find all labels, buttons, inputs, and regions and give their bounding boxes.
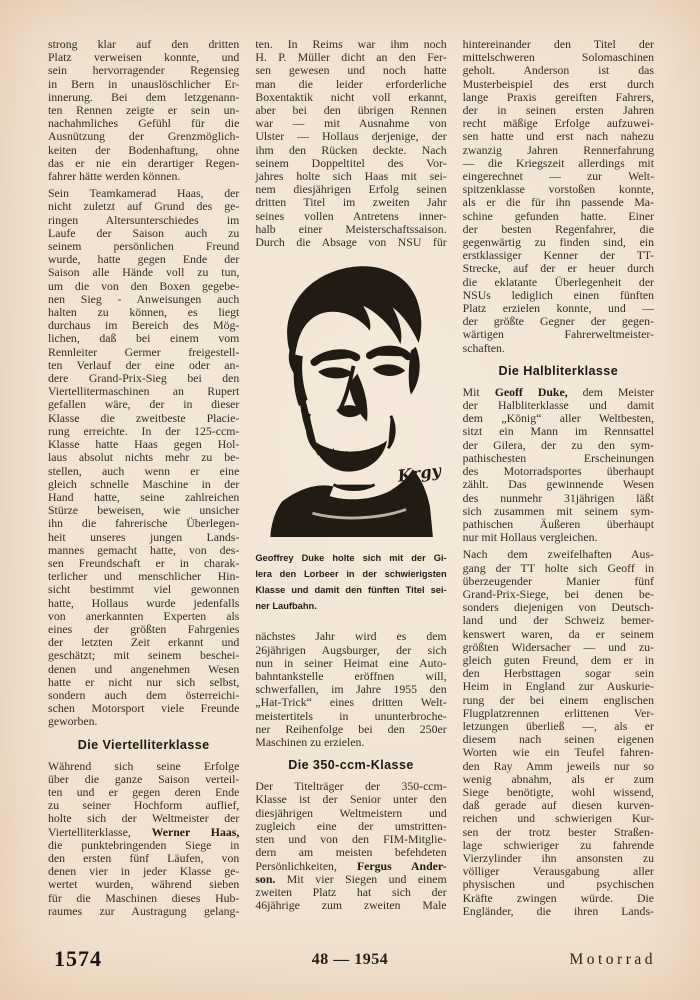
text-line: zählt. Das gewinnende Wesen (462, 477, 654, 492)
text-line: dem „König“ aller Weltbesten, (462, 411, 654, 426)
text-line: nur mit Hollaus vergleichen. (462, 530, 598, 545)
text-line: Mit Geoff Duke, dem Meister (462, 384, 654, 399)
text-line: das er nie ein derartiger Regen- (48, 155, 240, 170)
text-line: Laufe der Saison auch zu (48, 225, 240, 240)
text-line: nem diesjährigen Erfolg seinen (255, 182, 447, 197)
text-line: denen und angenehmen Wesen (48, 661, 240, 676)
text-line: wertet wurden, während sieben (48, 877, 240, 892)
text-line: nen Sieg - Anweisungen auch (48, 291, 240, 306)
caption-line: Geoffrey Duke holte sich mit der Gi- (255, 553, 447, 564)
text-line: der letzten Zeit erkannt und (48, 635, 240, 650)
text-line: jahres holte sich Haas mit sei- (255, 169, 447, 184)
text-line: hatte er nicht nur sich selbst, (48, 674, 240, 689)
text-line: wurde, hatte gegen Ende der (48, 252, 240, 267)
text-line: sitzt ein Mann im Rennsattel (462, 424, 654, 439)
text-line: diesem nach seinen eigenen (462, 732, 654, 747)
text-line: H. P. Müller dicht an den Fer- (255, 50, 447, 65)
text-line: physischen und psychischen (462, 877, 654, 892)
text-line: NSUs lediglich einen fünften (462, 287, 654, 302)
text-line: Kräfte zwingen würde. Die (462, 890, 654, 905)
text-line: — die Kriegszeit allerdings mit (462, 155, 654, 170)
text-line: mittelschweren Solomaschinen (462, 50, 654, 65)
text-line: ten Verlauf der eine oder an- (48, 357, 240, 372)
text-line: überzeugender Manier fünf (462, 573, 654, 588)
text-line: war — mit Ausnahme von (255, 116, 447, 131)
text-line: lichen, daß bei einem vom (48, 331, 240, 346)
text-line: Klasse ist der Senior unter den (255, 792, 447, 807)
text-line: heit unseres jungen Lands- (48, 529, 240, 544)
issue-number: 48 — 1954 (311, 951, 389, 968)
text-line: reichen und schwierigen Kur- (462, 811, 654, 826)
text-line: nicht zuletzt auf Grund des ge- (48, 199, 240, 214)
text-line: strong klar auf den dritten (48, 37, 240, 51)
text-line: Während sich seine Erfolge (48, 758, 240, 773)
paragraph (255, 38, 446, 249)
text-line: Hand hatte, seine zahlreichen (48, 489, 240, 504)
text-line: Worten wie ein Teufel fahren- (462, 745, 654, 760)
text-line: des nunmehr 31jährigen läßt (462, 490, 654, 505)
text-line: Platz verweisen konnte, und (48, 50, 240, 65)
text-line: die eklatante Überlegenheit der (462, 274, 654, 289)
caption-line: Klasse und damit den fünften Titel sei- (255, 585, 447, 596)
text-line: des Motorradsportes überhaupt (462, 464, 654, 479)
text-line: Klasse die zweitbeste Placie- (48, 410, 240, 425)
text-line: nächstes Jahr wird es dem (255, 629, 447, 644)
text-line: der besten Regenfahrer, die (462, 221, 654, 236)
text-line: kenswert waren, da er seinem (462, 626, 654, 641)
text-line: zugleich eine der umstritten- (255, 818, 447, 833)
text-line: wenig abnahm, als er zum (462, 771, 654, 786)
text-line: gefallen wäre, der in dieser (48, 397, 240, 412)
text-line: pathischen Äußeren überhaupt (462, 516, 654, 531)
text-line: den Ray Amm jeweils nur so (462, 758, 654, 773)
section-heading: Die Halbliterklasse (498, 363, 619, 378)
section-heading: Die 350-ccm-Klasse (288, 758, 414, 773)
text-line: sen gewesen und noch hatte (255, 63, 447, 78)
text-line: hintereinander den Titel der (462, 37, 654, 51)
text-line: hatte, Hollaus wurde jedenfalls (48, 595, 240, 610)
text-line: schine gefunden hatte. Einer (462, 208, 654, 223)
text-line: Grand-Prix-Siege, bei denen be- (462, 586, 654, 601)
text-line: Stürze beweisen, wie unsicher (48, 503, 240, 518)
text-line: für die Maschinen dieses Hub- (48, 890, 240, 905)
text-line: geworben. (48, 714, 98, 729)
text-line: schaften. (462, 340, 505, 355)
text-line: wärtigen Fahrerweltmeister- (462, 327, 654, 342)
section-heading: Die Viertelliterklasse (77, 737, 210, 752)
text-line: der größte Gegner der gegen- (462, 314, 654, 329)
column-middle (255, 38, 446, 922)
text-line: 46jährige zum zweiten Male (255, 898, 447, 913)
paragraph (255, 630, 446, 749)
text-line: son. Mit vier Siegen und einem (255, 871, 447, 886)
text-line: eingerechnet — zur Welt- (462, 169, 654, 184)
text-line: den ersten fünf Läufen, von (48, 850, 240, 865)
text-line: lage schwieriger zu fahrende (462, 837, 654, 852)
text-line: man die leider erforderliche (255, 76, 447, 91)
text-line: Maschinen zu erzielen. (255, 735, 365, 750)
text-line: denen vier in jeder Klasse ge- (48, 864, 240, 879)
text-line: Musterbeispiel des erst durch (462, 76, 654, 91)
text-line: holte sich der Weltmeister der (48, 811, 240, 826)
text-line: mannes gemacht hatte, von des- (48, 542, 240, 557)
text-line: der Gilera, der zu den sym- (462, 437, 654, 452)
text-line: gleich schnelle Maschine in der (48, 476, 240, 491)
text-line: Klasse hatte Haas gegen Hol- (48, 437, 240, 452)
text-line: spitzenklasse vorstoßen konnte, (462, 182, 654, 197)
paragraph (48, 760, 239, 918)
text-line: Saison alle Hände voll zu tun, (48, 265, 240, 280)
text-line: zu seiner Hochform auflief, (48, 798, 240, 813)
text-line: raumes zur Austragung gelang- (48, 903, 240, 918)
text-line: durchaus im Bereich des Mög- (48, 318, 240, 333)
text-line: fahrer hätte werden können. (48, 169, 181, 184)
text-line: „Hat-Trick“ eines dritten Welt- (255, 695, 447, 710)
text-line: als er die für ihn passende Ma- (462, 195, 654, 210)
text-line: Flugplatzrennen erlittenen Ver- (462, 705, 654, 720)
smiling-mouth (313, 440, 388, 490)
paragraph (255, 780, 446, 912)
text-line: gleich guten Freund, dem er in (462, 652, 654, 667)
text-line: rung der bei einem englischen (462, 692, 654, 707)
text-line: daß gerade auf diesen kurven- (462, 798, 654, 813)
page-number: 1574 (54, 946, 102, 971)
text-line: Ausnützung der Grenzmöglich- (48, 129, 240, 144)
text-line: seinem Doppeltitel des Vor- (255, 155, 447, 170)
text-line: sen hatte und erst nach nahezu (462, 129, 654, 144)
text-line: meistertitels in ununterbroche- (255, 708, 447, 723)
duke-portrait-illustration (255, 255, 446, 537)
text-line: sonders diejenigen von Deutsch- (462, 600, 654, 615)
text-line: aber bei den übrigen Rennen (255, 103, 447, 118)
text-line: größten Widersacher — und zu- (462, 639, 654, 654)
caption-line: ner Laufbahn. (255, 601, 317, 612)
paragraph (48, 187, 239, 728)
text-line: sen der trotz bester Straßen- (462, 824, 654, 839)
image-caption (255, 550, 446, 614)
text-line: halb einer Meisterschaftssaison. (255, 221, 447, 236)
text-line: zweiten Platz hat sich der (255, 884, 447, 899)
text-line: lange Praxis gereiften Fahrers, (462, 89, 654, 104)
text-line: sten und von den FIM-Mitglie- (255, 832, 447, 847)
text-line: um die von den Boxen gegebe- (48, 278, 240, 293)
paragraph (463, 548, 654, 918)
text-line: bahntankstelle eröffnen will, (255, 669, 447, 684)
text-line: Der Titelträger der 350-ccm- (255, 779, 447, 794)
text-line: dritten Titel im zweiten Jahr (255, 195, 447, 210)
text-line: 26jährigen Augsburger, der sich (255, 642, 447, 657)
text-line: von anerkannten Experten als (48, 608, 240, 623)
text-line: Ulster — Hollaus derjenige, der (255, 129, 447, 144)
text-line: ten und er gegen deren Ende (48, 784, 240, 799)
face (301, 350, 408, 455)
text-line: ten. In Reims war ihm noch (255, 37, 447, 51)
text-line: geholt. Anderson ist das (462, 63, 654, 78)
ink-sketch (255, 255, 446, 537)
text-line: stellen, auch wenn er eine (48, 463, 240, 478)
text-line: gang der TT holte sich Geoff in (462, 560, 654, 575)
text-line: Persönlichkeiten, Fergus Ander- (255, 858, 447, 873)
text-line: seines vollen Antretens inner- (255, 208, 447, 223)
text-line: nachahmliches Gefühl für die (48, 116, 240, 131)
text-line: ringen Altersunterschiedes im (48, 212, 240, 227)
text-line: Platz erzielen konnte, und — (462, 301, 654, 316)
text-line: zwanzig Jahren Rennerfahrung (462, 142, 654, 157)
text-line: sen Freundschaft er in charak- (48, 555, 240, 570)
text-line: Viertelliterklasse, Werner Haas, (48, 824, 240, 839)
text-line: schwerfallen, im Jahre 1955 den (255, 682, 447, 697)
text-line: laus absolut nichts mehr zu be- (48, 450, 240, 465)
text-line: den Herbsttagen sogar sein (462, 666, 654, 681)
text-line: der Halbliterklasse und damit (462, 398, 654, 413)
text-line: sich zusammen mit seinem sym- (462, 503, 654, 518)
text-line: Rennleiter Germer freigestell- (48, 344, 240, 359)
text-line: land und der Schweiz bemer- (462, 613, 654, 628)
column-right (463, 38, 654, 922)
text-line: Engländer, die ihren Lands- (462, 903, 654, 918)
text-line: der in seinen ersten Jahren (462, 103, 654, 118)
paragraph (48, 38, 239, 183)
text-line: keiten der Bodenhaftung, ohne (48, 142, 240, 157)
text-line: über die ganze Saison verteil- (48, 771, 240, 786)
text-line: Heim in England zur Auskurie- (462, 679, 654, 694)
text-line: ten Rennen zeigte er sein un- (48, 103, 240, 118)
magazine-name: Motorrad (569, 951, 656, 968)
text-line: letzungen überließ —, als er (462, 718, 654, 733)
text-columns (48, 38, 654, 922)
text-line: Sein Teamkamerad Haas, der (48, 186, 240, 201)
text-line: völliger Verausgabung aller (462, 864, 654, 879)
text-line: innerung. Bei dem letzgenann- (48, 89, 240, 104)
paragraph (463, 38, 654, 355)
text-line: nun in seiner Heimat eine Auto- (255, 655, 447, 670)
text-line: die punktebringenden Siege in (48, 837, 240, 852)
text-line: Vierzylinder ihn ansonsten zu (462, 850, 654, 865)
text-line: terlicher und menschlicher Hin- (48, 569, 240, 584)
text-line: rung erreichte. In der 125-ccm- (48, 423, 240, 438)
text-line: schen Motorsport viele Freunde (48, 701, 240, 716)
text-line: recht mäßige Erfolge aufzuwei- (462, 116, 654, 131)
text-line: halten zu können, es liegt (48, 305, 240, 320)
artist-signature: Krgy (396, 461, 443, 486)
text-line: gegenwärtig zu finden sind, ein (462, 235, 654, 250)
text-line: diesjährigen Weltmeistern und (255, 805, 447, 820)
text-line: pathischesten Erscheinungen (462, 450, 654, 465)
text-line: in Bern in unauslöschlicher Er- (48, 76, 240, 91)
caption-line: lera den Lorbeer in der schwierigsten (255, 569, 447, 580)
text-line: ner Reihenfolge bei den 250er (255, 721, 447, 736)
text-line: Siege benötigte, wohl wissend, (462, 784, 654, 799)
text-line: ihn die fahrerische Überlegen- (48, 516, 240, 531)
text-line: seinem persönlichen Freund (48, 239, 240, 254)
text-line: Strecke, auf der er heuer durch (462, 261, 654, 276)
paragraph (463, 386, 654, 544)
text-line: sondern auch dem österreichi- (48, 687, 240, 702)
text-line: eines der größten Fahrgenies (48, 621, 240, 636)
column-left (48, 38, 239, 922)
text-line: Viertellitermaschinen an Rupert (48, 384, 240, 399)
text-line: dere Grand-Prix-Sieg bei den (48, 371, 240, 386)
text-line: geschätzt; mit seinem beschei- (48, 648, 240, 663)
text-line: dern am meisten befehdeten (255, 845, 447, 860)
text-line: Durch die Absage von NSU für (255, 235, 447, 250)
text-line: sein hervorragender Regensieg (48, 63, 240, 78)
text-line: erstklassiger Kenner der TT- (462, 248, 654, 263)
text-line: sicht bestimmt viel gewonnen (48, 582, 240, 597)
text-line: Boxentaktik nicht voll erkannt, (255, 89, 447, 104)
text-line: Nach dem zweifelhaften Aus- (462, 547, 654, 562)
text-line: ihm den Rücken deckte. Nach (255, 142, 447, 157)
